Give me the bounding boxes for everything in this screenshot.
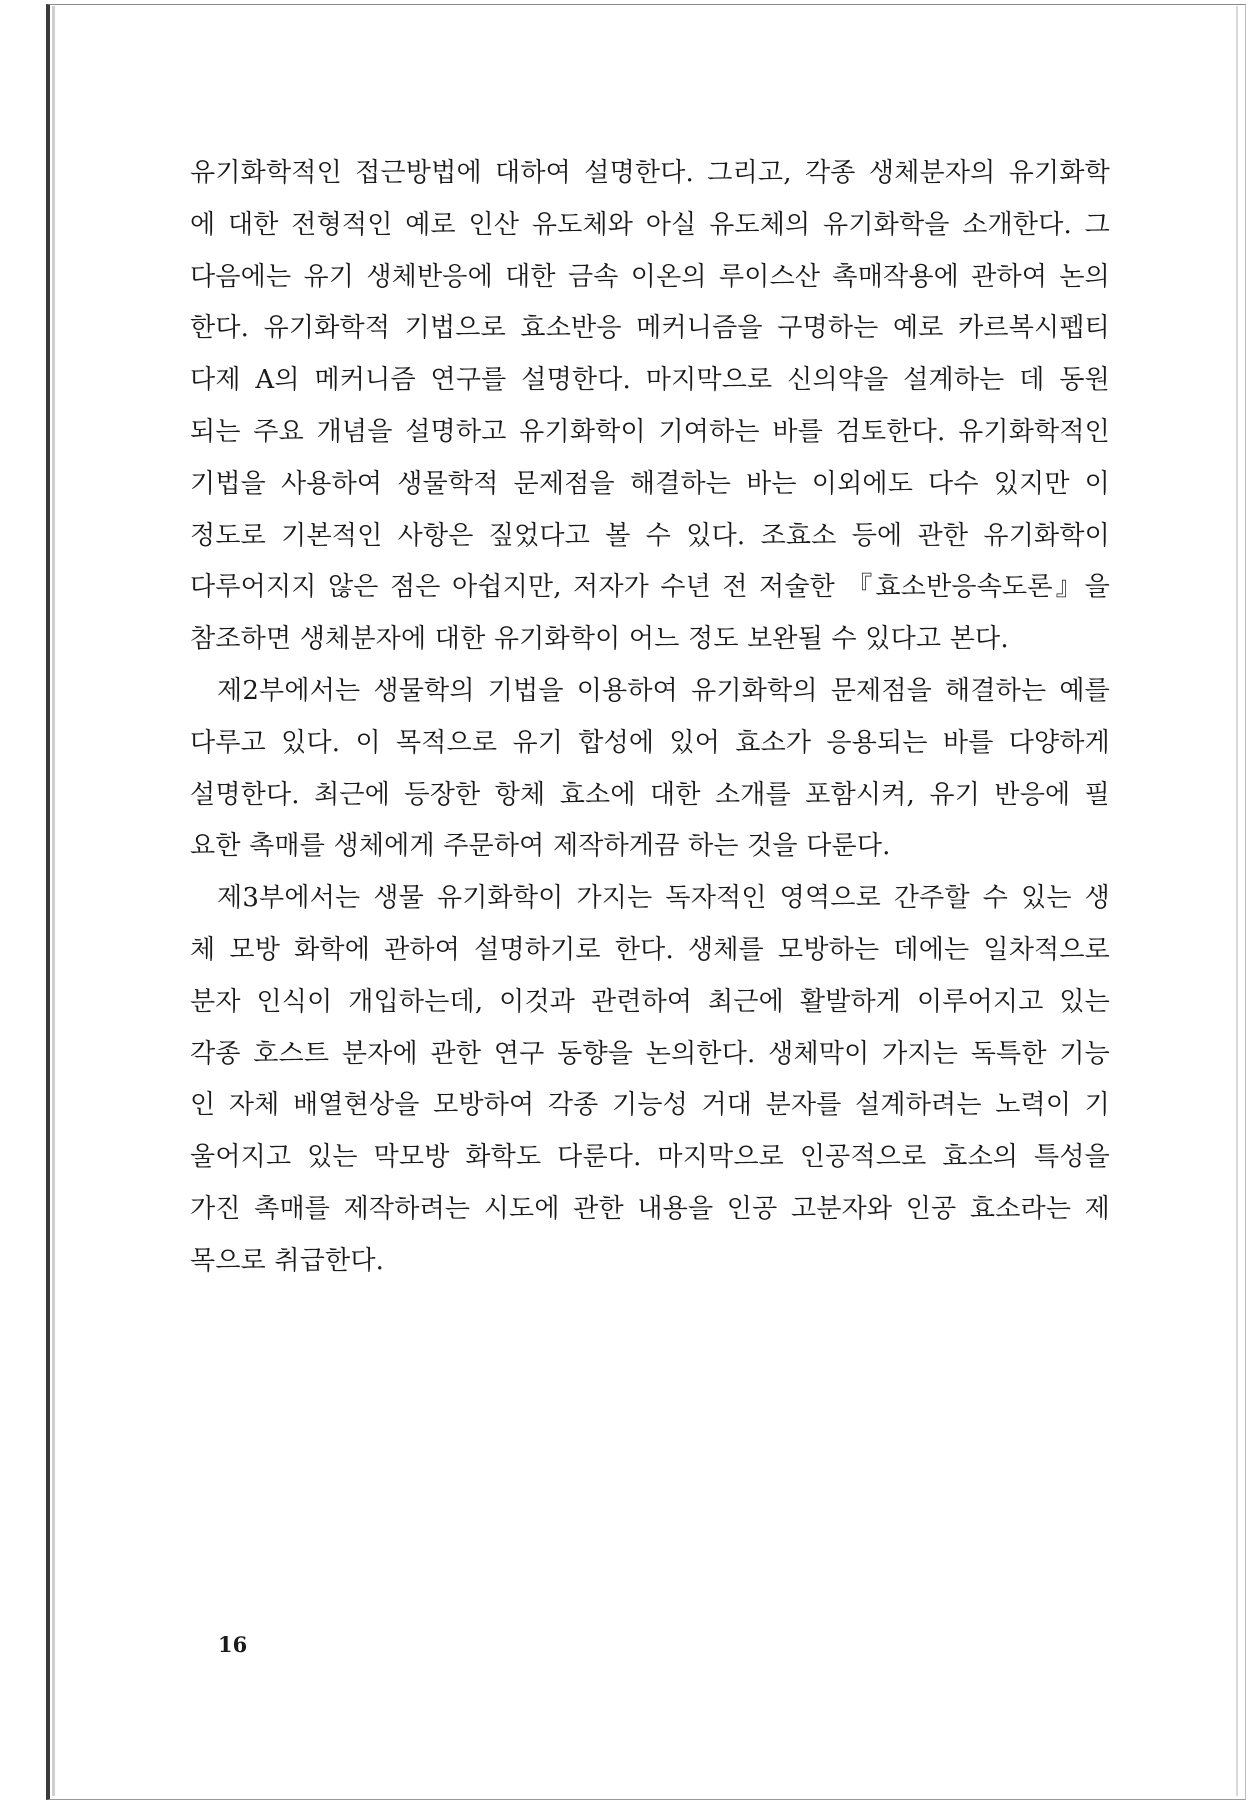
text-line: 다제 A의 메커니즘 연구를 설명한다. 마지막으로 신의약을 설계하는 데 동원 [190,365,1110,396]
text-line: 분자 인식이 개입하는데, 이것과 관련하여 최근에 활발하게 이루어지고 있는 [190,986,1110,1017]
text-line: 제3부에서는 생물 유기화학이 가지는 독자적인 영역으로 간주할 수 있는 생 [217,883,1110,914]
text-line: 한다. 유기화학적 기법으로 효소반응 메커니즘을 구명하는 예로 카르복시펩티 [190,313,1110,344]
text-line: 제2부에서는 생물학의 기법을 이용하여 유기화학의 문제점을 해결하는 예를 [217,675,1110,706]
body-text [190,148,1110,1288]
text-line: 참조하면 생체분자에 대한 유기화학이 어느 정도 보완될 수 있다고 본다. [190,624,1009,655]
text-line: 설명한다. 최근에 등장한 항체 효소에 대한 소개를 포함시켜, 유기 반응에 필 [190,779,1110,810]
text-line: 체 모방 화학에 관하여 설명하기로 한다. 생체를 모방하는 데에는 일차적으로 [190,934,1110,965]
text-line: 에 대한 전형적인 예로 인산 유도체와 아실 유도체의 유기화학을 소개한다. 그 [190,209,1110,240]
text-line: 가진 촉매를 제작하려는 시도에 관한 내용을 인공 고분자와 인공 효소라는 제 [190,1193,1110,1224]
page-binding-shadow [52,6,55,1796]
text-line: 울어지고 있는 막모방 화학도 다룬다. 마지막으로 인공적으로 효소의 특성을 [190,1142,1110,1173]
text-line: 기법을 사용하여 생물학적 문제점을 해결하는 바는 이외에도 다수 있지만 이 [190,468,1110,499]
text-line: 요한 촉매를 생체에게 주문하여 제작하게끔 하는 것을 다룬다. [190,831,891,862]
text-line: 유기화학적인 접근방법에 대하여 설명한다. 그리고, 각종 생체분자의 유기화학 [190,158,1110,188]
text-line: 다루어지지 않은 점은 아쉽지만, 저자가 수년 전 저술한 『효소반응속도론』을 [190,572,1110,603]
text-line: 목으로 취급한다. [190,1245,385,1276]
page-number: 16 [218,1632,248,1657]
page-right-edge [1236,6,1238,1796]
text-line: 정도로 기본적인 사항은 짚었다고 볼 수 있다. 조효소 등에 관한 유기화학이 [190,520,1110,551]
text-line: 다루고 있다. 이 목적으로 유기 합성에 있어 효소가 응용되는 바를 다양하게 [190,727,1110,758]
text-line: 되는 주요 개념을 설명하고 유기화학이 기여하는 바를 검토한다. 유기화학적인 [190,416,1110,447]
text-line: 각종 호스트 분자에 관한 연구 동향을 논의한다. 생체막이 가지는 독특한 기능 [190,1038,1110,1069]
text-line: 인 자체 배열현상을 모방하여 각종 기능성 거대 분자를 설계하려는 노력이 기 [190,1090,1110,1121]
text-line: 다음에는 유기 생체반응에 대한 금속 이온의 루이스산 촉매작용에 관하여 논의 [190,261,1110,292]
